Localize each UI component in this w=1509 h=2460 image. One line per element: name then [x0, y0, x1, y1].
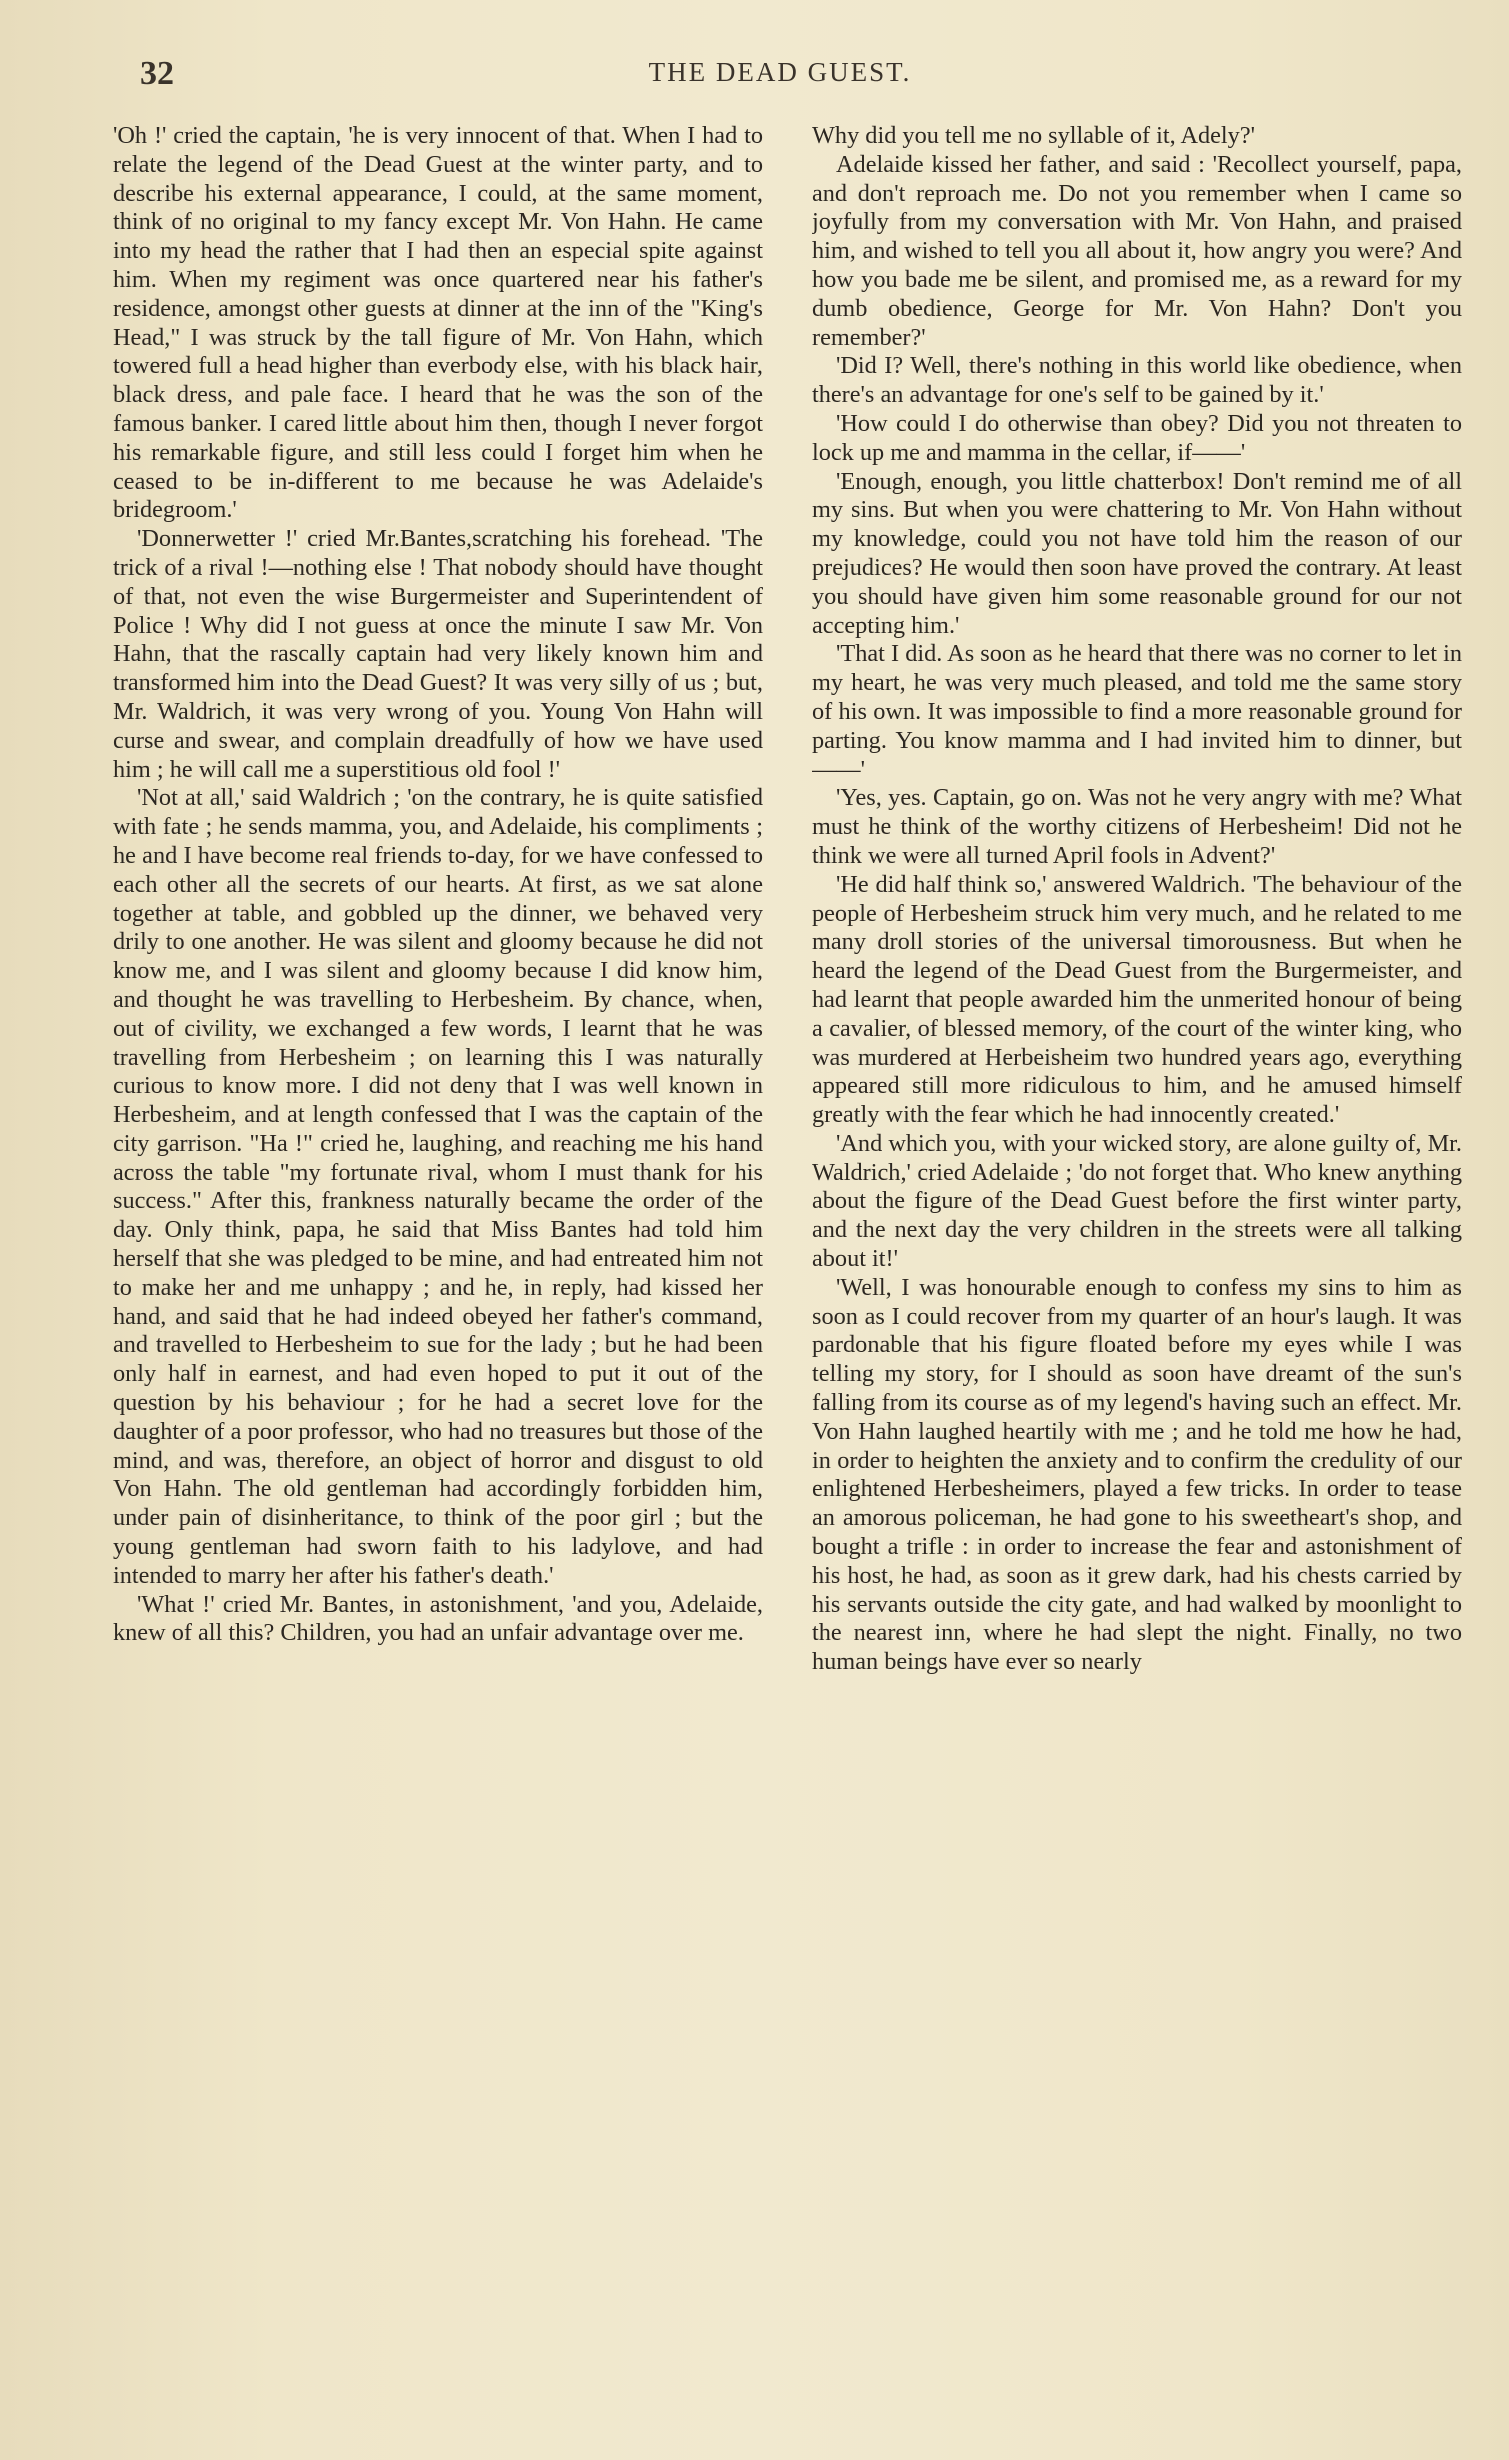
page-header [140, 55, 1420, 95]
paragraph: 'Donnerwetter !' cried Mr.Bantes,scratching his forehead. 'The trick of a rival !—nothing else ! That nobody should have thought of that, not even the wise Burgermeister and Superintendent of Police ! Why did I not guess at once the minute I saw Mr. Von Hahn, that the rascally captain had very likely known him and transformed him into the Dead Guest? It was very silly of us ; but, Mr. Waldrich, it was very wrong of you. Young Von Hahn will curse and swear, and complain dreadfully of how we have used him ; he will call me a superstitious old fool !' [113, 525, 763, 783]
page-number: 32 [140, 55, 174, 92]
paragraph: Adelaide kissed her father, and said : 'Recollect yourself, papa, and don't reproach me. Do not you remember when I came so joyfully from my conversation with Mr. Von Hahn, and praised him, and wished to tell you all about it, how angry you were? And how you bade me be silent, and promised me, as a reward for my dumb obedience, George for Mr. Von Hahn? Don't you remember?' [812, 150, 1462, 351]
paragraph: 'And which you, with your wicked story, are alone guilty of, Mr. Waldrich,' cried Adelaide ; 'do not forget that. Who knew anything about the figure of the Dead Guest before the first winter party, and the next day the very children in the streets were all talking about it!' [812, 1129, 1462, 1273]
running-title: THE DEAD GUEST. [648, 57, 912, 87]
left-column [113, 122, 763, 2442]
paragraph: 'Enough, enough, you little chatterbox! Don't remind me of all my sins. But when you were chattering to Mr. Von Hahn without my knowledge, could you not have told him the reason of our prejudices? He would then soon have proved the contrary. At least you should have given him some reasonable ground for our not accepting him.' [812, 467, 1462, 639]
paragraph: 'Did I? Well, there's nothing in this world like obedience, when there's an advantage for one's self to be gained by it.' [812, 352, 1462, 409]
paragraph: 'Well, I was honourable enough to confess my sins to him as soon as I could recover from my quarter of an hour's laugh. It was pardonable that his figure floated before my eyes while I was telling my story, for I should as soon have dreamt of the sun's falling from its course as of my legend's having such an effect. Mr. Von Hahn laughed heartily with me ; and he told me how he had, in order to heighten the anxiety and to confirm the credulity of our enlightened Herbesheimers, played a few tricks. In order to tease an amorous policeman, he had gone to his sweetheart's shop, and bought a trifle : in order to increase the fear and astonishment of his host, he had, as soon as it grew dark, had his chests carried by his servants outside the city gate, and had walked by moonlight to the nearest inn, where he had slept the night. Finally, no two human beings have ever so nearly [812, 1273, 1462, 1676]
paragraph: 'Oh !' cried the captain, 'he is very innocent of that. When I had to relate the legend of the Dead Guest at the winter party, and to describe his external appearance, I could, at the same moment, think of no original to my fancy except Mr. Von Hahn. He came into my head the rather that I had then an especial spite against him. When my regiment was once quartered near his father's residence, amongst other guests at dinner at the inn of the "King's Head," I was struck by the tall figure of Mr. Von Hahn, which towered full a head higher than everbody else, with his black hair, black dress, and pale face. I heard that he was the son of the famous banker. I cared little about him then, though I never forgot his remarkable figure, and still less could I forget him when he ceased to be in-different to me because he was Adelaide's bridegroom.' [113, 122, 763, 524]
paragraph: 'Yes, yes. Captain, go on. Was not he very angry with me? What must he think of the worthy citizens of Herbesheim! Did not he think we were all turned April fools in Advent?' [812, 784, 1462, 869]
paragraph: 'Not at all,' said Waldrich ; 'on the contrary, he is quite satisfied with fate ; he sends mamma, you, and Adelaide, his compliments ; he and I have become real friends to-day, for we have confessed to each other all the secrets of our hearts. At first, as we sat alone together at table, and gobbled up the dinner, we behaved very drily to one another. He was silent and gloomy because he did not know me, and I was silent and gloomy because I did know him, and thought he was travelling to Herbesheim. By chance, when, out of civility, we exchanged a few words, I learnt that he was travelling from Herbesheim ; on learning this I was naturally curious to know more. I did not deny that I was well known in Herbesheim, and at length confessed that I was the captain of the city garrison. "Ha !" cried he, laughing, and reaching me his hand across the table "my fortunate rival, whom I must thank for his success." After this, frankness naturally became the order of the day. Only think, papa, he said that Miss Bantes had told him herself that she was pledged to be mine, and had entreated him not to make her and me unhappy ; and he, in reply, had kissed her hand, and said that he had indeed obeyed her father's command, and travelled to Herbesheim to sue for the lady ; but he had been only half in earnest, and had even hoped to put it out of the question by his behaviour ; for he had a secret love for the daughter of a poor professor, who had no treasures but those of the mind, and was, therefore, an object of horror and disgust to old Von Hahn. The old gentleman had accordingly forbidden him, under pain of disinheritance, to think of the poor girl ; but the young gentleman had sworn faith to his ladylove, and had intended to marry her after his father's death.' [113, 784, 763, 1589]
paragraph: 'How could I do otherwise than obey? Did you not threaten to lock up me and mamma in the cellar, if——' [812, 409, 1462, 466]
paragraph: 'That I did. As soon as he heard that there was no corner to let in my heart, he was very much pleased, and told me the same story of his own. It was impossible to find a more reasonable ground for parting. You know mamma and I had invited him to dinner, but——' [812, 640, 1462, 783]
right-column [812, 122, 1462, 2442]
paragraph: 'What !' cried Mr. Bantes, in astonishment, 'and you, Adelaide, knew of all this? Children, you had an unfair advantage over me. [113, 1590, 763, 1647]
paragraph: Why did you tell me no syllable of it, Adely?' [812, 122, 1255, 149]
paragraph: 'He did half think so,' answered Waldrich. 'The behaviour of the people of Herbesheim struck him very much, and he related to me many droll stories of the universal timorousness. But when he heard the legend of the Dead Guest from the Burgermeister, and had learnt that people awarded him the unmerited honour of being a cavalier, of blessed memory, of the court of the winter king, who was murdered at Herbeisheim two hundred years ago, everything appeared still more ridiculous to him, and he amused himself greatly with the fear which he had innocently created.' [812, 870, 1462, 1129]
